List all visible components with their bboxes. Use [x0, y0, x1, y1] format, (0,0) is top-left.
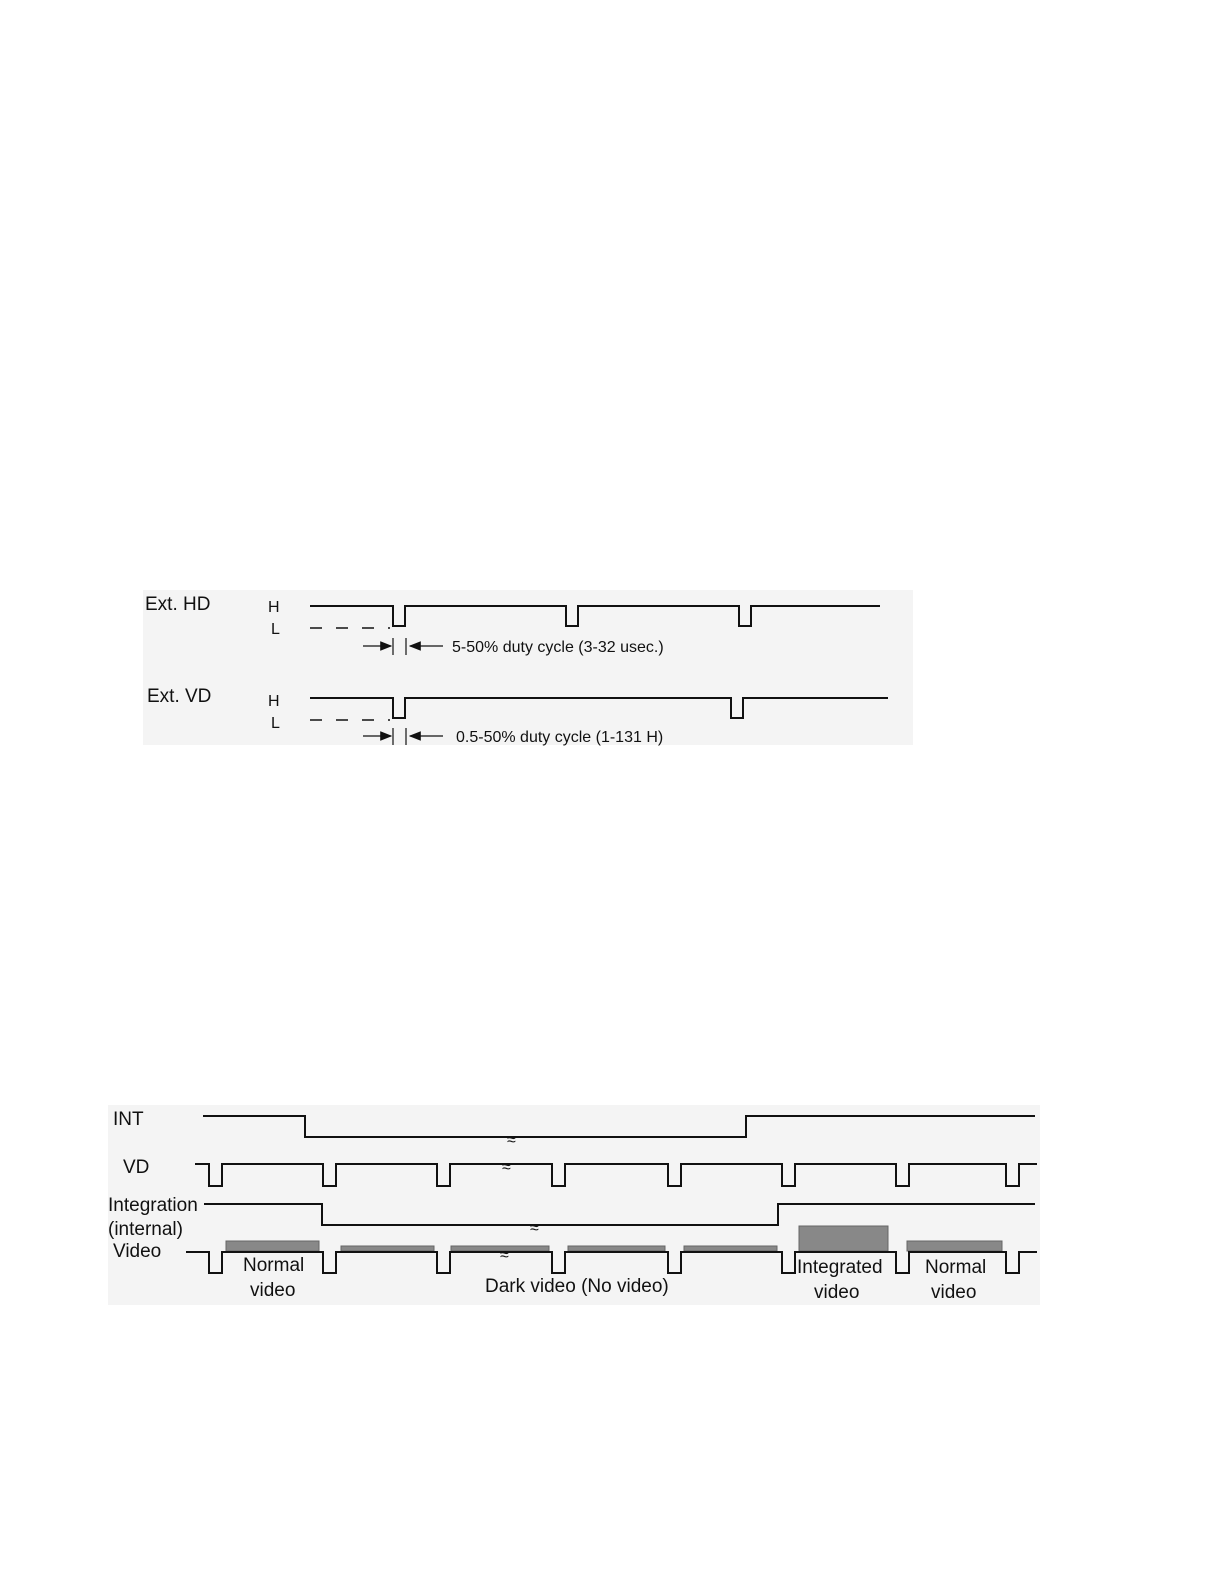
ext-hd-high-label: H	[268, 599, 280, 616]
video-break-mark: ≈	[500, 1247, 509, 1264]
video-bar-normal-2	[907, 1241, 1002, 1251]
normal-video-2-line2: video	[931, 1282, 977, 1303]
vd-break-mark: ≈	[502, 1159, 511, 1176]
normal-video-1-line2: video	[250, 1280, 296, 1301]
video-bar-dark-3	[568, 1246, 665, 1251]
ext-vd-high-label: H	[268, 693, 280, 710]
video-bar-dark-1	[341, 1246, 434, 1251]
ext-hd-low-label: L	[271, 621, 280, 638]
video-bar-normal-1	[226, 1241, 319, 1251]
int-break-mark: ≈	[507, 1132, 516, 1149]
integrated-video-line2: video	[814, 1282, 860, 1303]
ext-sync-diagram	[143, 590, 913, 746]
integration-label-line1: Integration	[108, 1195, 198, 1216]
normal-video-1-line1: Normal	[243, 1255, 305, 1276]
normal-video-2-line1: Normal	[925, 1257, 987, 1278]
ext-sync-panel	[143, 590, 913, 745]
dark-video-caption: Dark video (No video)	[485, 1276, 669, 1297]
ext-vd-duty-note: 0.5-50% duty cycle (1-131 H)	[456, 729, 664, 746]
ext-hd-duty-note: 5-50% duty cycle (3-32 usec.)	[452, 639, 664, 656]
integration-break-mark: ≈	[530, 1220, 539, 1237]
int-label: INT	[113, 1109, 144, 1130]
ext-vd-label: Ext. VD	[147, 686, 212, 707]
vd-label: VD	[123, 1157, 150, 1178]
ext-hd-label: Ext. HD	[145, 594, 211, 615]
video-bar-integrated	[799, 1226, 888, 1251]
integration-diagram	[108, 1105, 1040, 1305]
ext-vd-low-label: L	[271, 715, 280, 732]
integration-label-line2: (internal)	[108, 1219, 183, 1240]
video-bar-dark-4	[684, 1246, 777, 1251]
integrated-video-line1: Integrated	[797, 1257, 883, 1278]
video-label: Video	[113, 1241, 162, 1262]
